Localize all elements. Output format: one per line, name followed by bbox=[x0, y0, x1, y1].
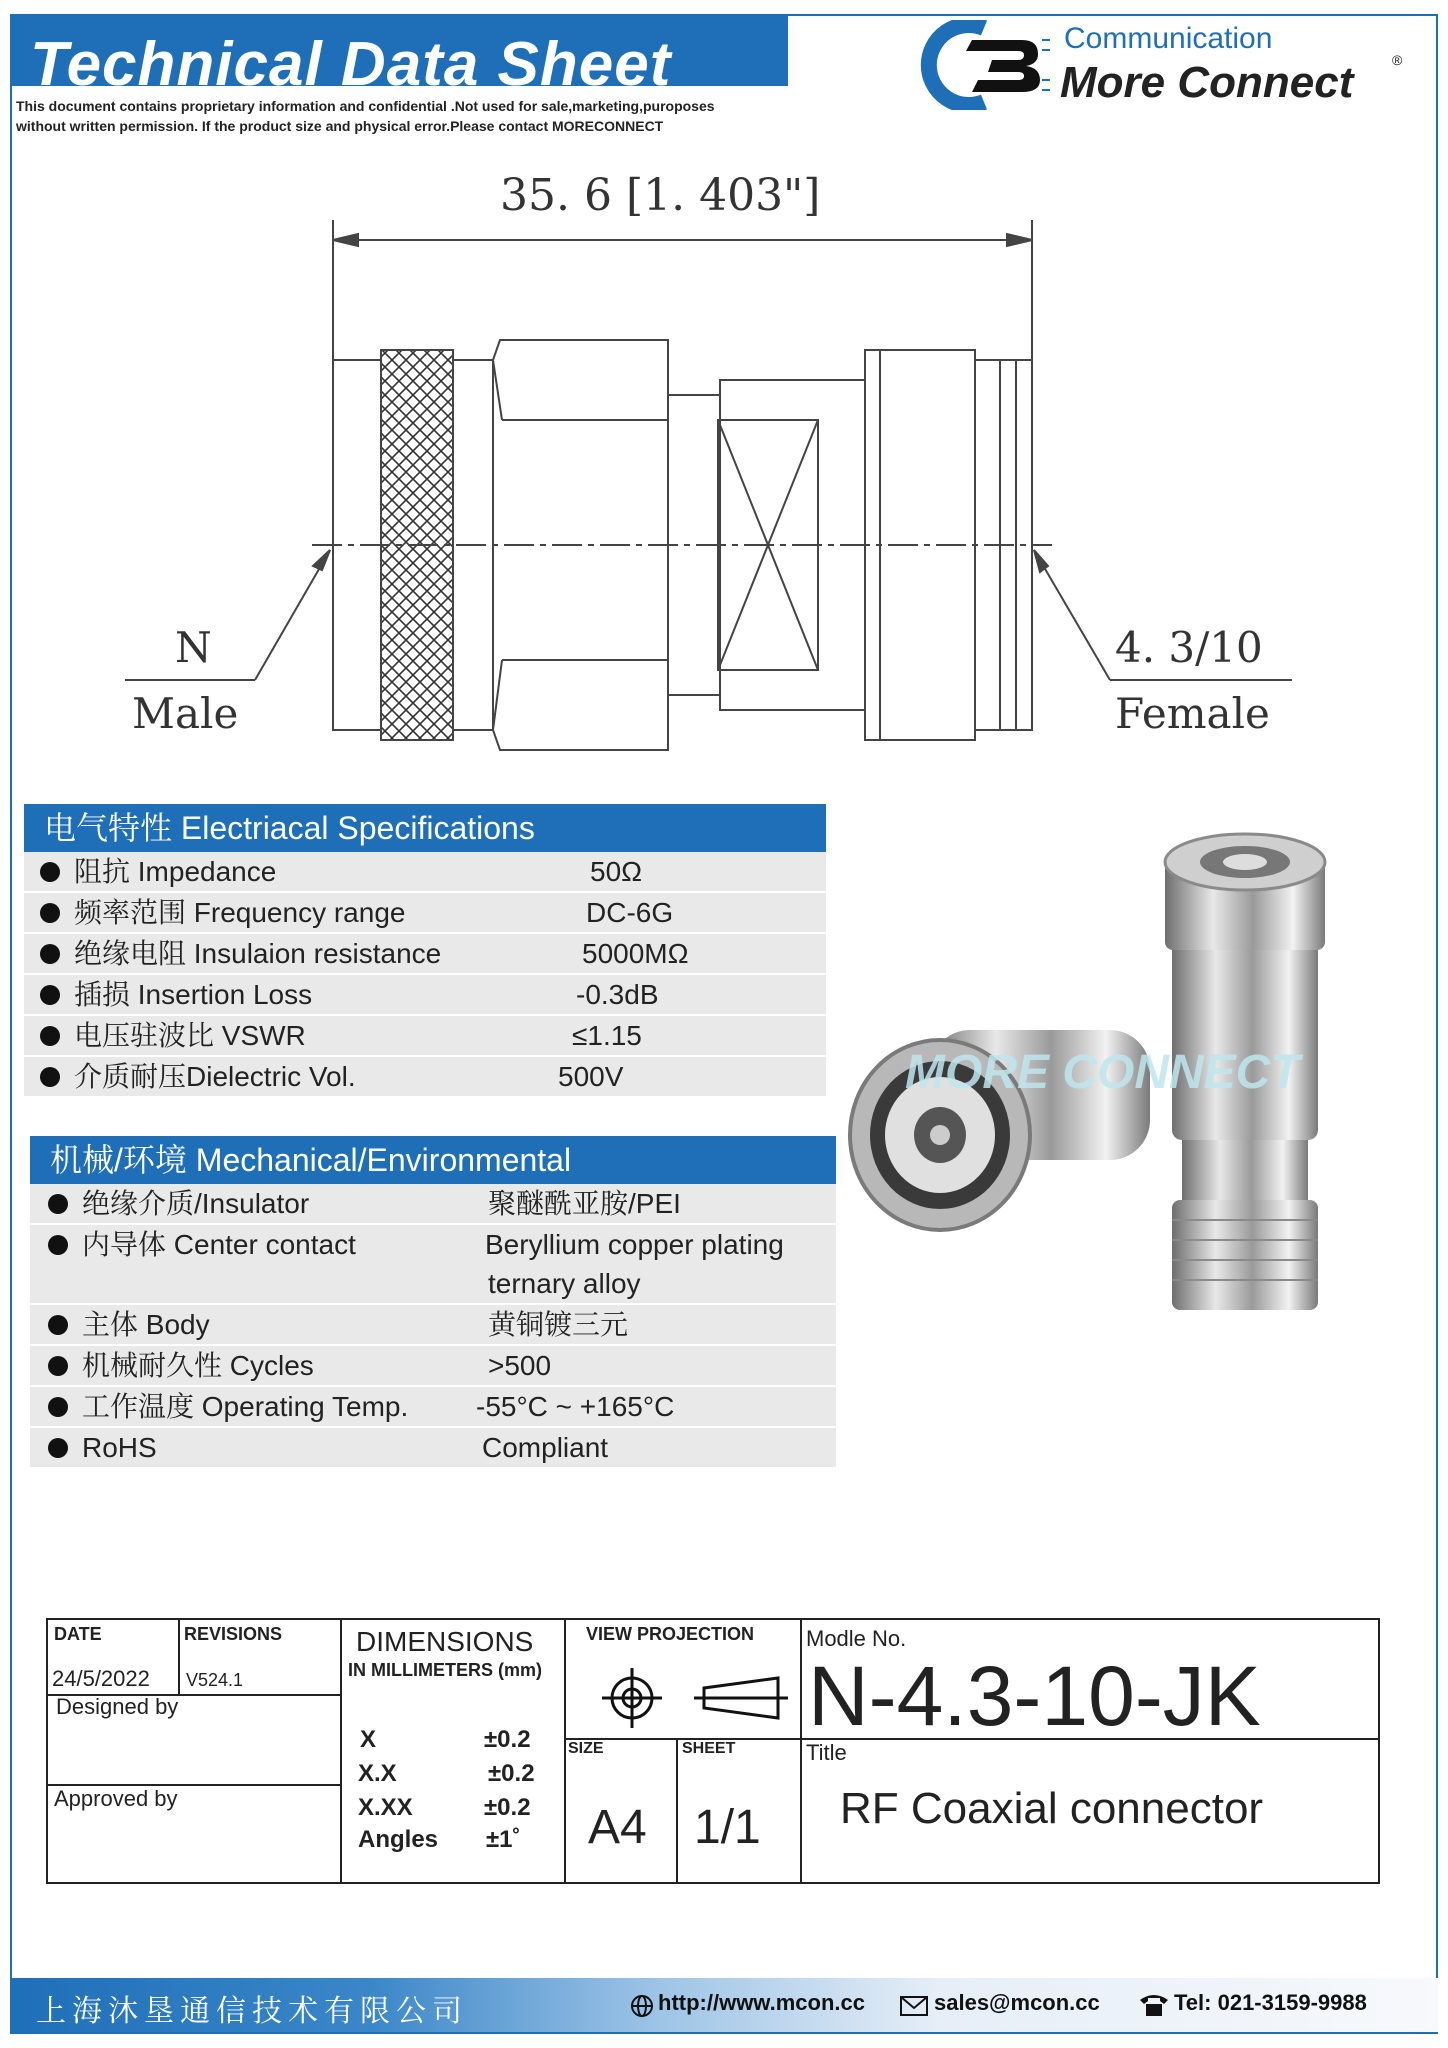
electrical-heading: 电气特性 Electriacal Specifications bbox=[24, 804, 826, 852]
dimensions-unit: IN MILLIMETERS (mm) bbox=[348, 1660, 542, 1680]
date-value: 24/5/2022 bbox=[52, 1666, 150, 1691]
spec-label: 主体 Body bbox=[82, 1309, 210, 1340]
tolerance-key: X.X bbox=[358, 1760, 397, 1787]
phone-icon bbox=[1138, 1992, 1170, 2018]
right-connector-gender: Female bbox=[1115, 689, 1270, 738]
bullet-icon bbox=[48, 1397, 68, 1417]
table-row bbox=[30, 1184, 836, 1225]
spec-value: >500 bbox=[488, 1350, 552, 1381]
spec-label: 绝缘介质/Insulator bbox=[82, 1188, 310, 1219]
spec-value: 聚醚酰亚胺/PEI bbox=[488, 1188, 681, 1219]
page-title: Technical Data Sheet bbox=[30, 30, 672, 99]
left-connector-gender: Male bbox=[132, 689, 239, 738]
spec-label: 绝缘电阻 Insulaion resistance bbox=[74, 938, 442, 969]
table-row bbox=[30, 1387, 836, 1428]
spec-value: Beryllium copper plating bbox=[485, 1229, 784, 1260]
bullet-icon bbox=[48, 1235, 68, 1255]
spec-label: 工作温度 Operating Temp. bbox=[82, 1391, 409, 1422]
bullet-icon bbox=[40, 903, 60, 923]
sheet-value: 1/1 bbox=[694, 1801, 761, 1854]
title-label: Title bbox=[806, 1740, 847, 1765]
spec-label: 频率范围 Frequency range bbox=[74, 897, 406, 928]
spec-value: -0.3dB bbox=[576, 979, 659, 1010]
tolerance-key: X bbox=[360, 1726, 377, 1753]
table-row bbox=[24, 1057, 826, 1098]
mechanical-heading: 机械/环境 Mechanical/Environmental bbox=[30, 1136, 836, 1184]
spec-label: 插损 Insertion Loss bbox=[74, 979, 313, 1010]
right-connector-type: 4. 3/10 bbox=[1115, 623, 1263, 672]
size-value: A4 bbox=[588, 1801, 647, 1854]
table-row bbox=[30, 1225, 836, 1305]
electrical-table bbox=[24, 852, 826, 1098]
email-link[interactable]: sales@mcon.cc bbox=[934, 1990, 1100, 2015]
tolerance-value: ±1˚ bbox=[486, 1826, 521, 1853]
spec-label: 介质耐压Dielectric Vol. bbox=[74, 1061, 356, 1092]
revisions-value: V524.1 bbox=[186, 1670, 244, 1690]
spec-value: 黄铜镀三元 bbox=[488, 1309, 629, 1340]
model-value: N-4.3-10-JK bbox=[808, 1649, 1261, 1743]
spec-label: RoHS bbox=[82, 1432, 157, 1463]
designed-by-label: Designed by bbox=[56, 1694, 179, 1719]
model-label: Modle No. bbox=[806, 1626, 907, 1651]
mail-icon bbox=[900, 1996, 928, 2016]
sheet-label: SHEET bbox=[682, 1740, 736, 1757]
registered-mark: ® bbox=[1392, 52, 1403, 68]
table-row bbox=[30, 1305, 836, 1346]
table-row bbox=[24, 852, 826, 893]
tolerance-value: ±0.2 bbox=[488, 1760, 535, 1787]
left-connector-type: N bbox=[175, 623, 212, 672]
brand-logo-icon bbox=[914, 20, 1054, 110]
phone-number: Tel: 021-3159-9988 bbox=[1174, 1990, 1367, 2015]
bullet-icon bbox=[40, 944, 60, 964]
footer-bar bbox=[10, 1978, 1438, 2032]
dimension-label: 35. 6 [1. 403"] bbox=[500, 170, 821, 221]
spec-value-continued: ternary alloy bbox=[488, 1268, 641, 1299]
tolerance-value: ±0.2 bbox=[484, 1726, 531, 1753]
mechanical-table bbox=[30, 1184, 836, 1469]
tolerance-key: Angles bbox=[358, 1826, 439, 1853]
technical-drawing bbox=[0, 150, 1448, 770]
bullet-icon bbox=[48, 1356, 68, 1376]
title-value: RF Coaxial connector bbox=[840, 1784, 1264, 1833]
spec-label: 内导体 Center contact bbox=[82, 1229, 356, 1260]
bullet-icon bbox=[40, 1067, 60, 1087]
globe-icon bbox=[630, 1994, 654, 2018]
spec-value: 50Ω bbox=[590, 856, 643, 887]
projection-symbol-icon bbox=[578, 1660, 794, 1730]
spec-label: 电压驻波比 VSWR bbox=[74, 1020, 306, 1051]
brand-tagline: Communication bbox=[1064, 22, 1273, 55]
bullet-icon bbox=[48, 1438, 68, 1458]
spec-value: DC-6G bbox=[586, 897, 674, 928]
title-bar bbox=[12, 16, 788, 99]
table-row bbox=[24, 975, 826, 1016]
tolerance-value: ±0.2 bbox=[484, 1794, 531, 1821]
disclaimer bbox=[16, 96, 816, 136]
approved-by-label: Approved by bbox=[54, 1786, 178, 1811]
spec-label: 机械耐久性 Cycles bbox=[82, 1350, 314, 1381]
bullet-icon bbox=[40, 862, 60, 882]
revisions-label: REVISIONS bbox=[184, 1624, 283, 1644]
disclaimer-line-1: This document contains proprietary information and confidential .Not used for sale,marketing,puroposes bbox=[16, 98, 715, 114]
table-row bbox=[30, 1346, 836, 1387]
watermark: MORE CONNECT bbox=[905, 1046, 1300, 1099]
date-label: DATE bbox=[54, 1624, 102, 1644]
spec-value: Compliant bbox=[482, 1432, 609, 1463]
bullet-icon bbox=[40, 985, 60, 1005]
view-projection-label: VIEW PROJECTION bbox=[586, 1624, 755, 1644]
dimensions-label: DIMENSIONS bbox=[356, 1626, 534, 1657]
bullet-icon bbox=[40, 1026, 60, 1046]
spec-label: 阻抗 Impedance bbox=[74, 856, 277, 887]
table-row bbox=[24, 1016, 826, 1057]
spec-value: 500V bbox=[558, 1061, 624, 1092]
title-block bbox=[46, 1618, 1380, 1884]
spec-value: 5000MΩ bbox=[582, 938, 689, 969]
size-label: SIZE bbox=[568, 1740, 604, 1757]
bullet-icon bbox=[48, 1315, 68, 1335]
bullet-icon bbox=[48, 1194, 68, 1214]
website-link[interactable]: http://www.mcon.cc bbox=[658, 1990, 865, 2015]
brand-name: More Connect bbox=[1060, 58, 1354, 107]
tolerance-key: X.XX bbox=[358, 1794, 413, 1821]
table-row bbox=[30, 1428, 836, 1469]
company-name: 上海沐垦通信技术有限公司 bbox=[36, 1994, 468, 2029]
disclaimer-line-2: without written permission. If the product size and physical error.Please contact MORECONNECT bbox=[16, 118, 664, 134]
spec-value: -55°C ~ +165°C bbox=[476, 1391, 675, 1422]
table-row bbox=[24, 893, 826, 934]
spec-value: ≤1.15 bbox=[572, 1020, 642, 1051]
table-row bbox=[24, 934, 826, 975]
